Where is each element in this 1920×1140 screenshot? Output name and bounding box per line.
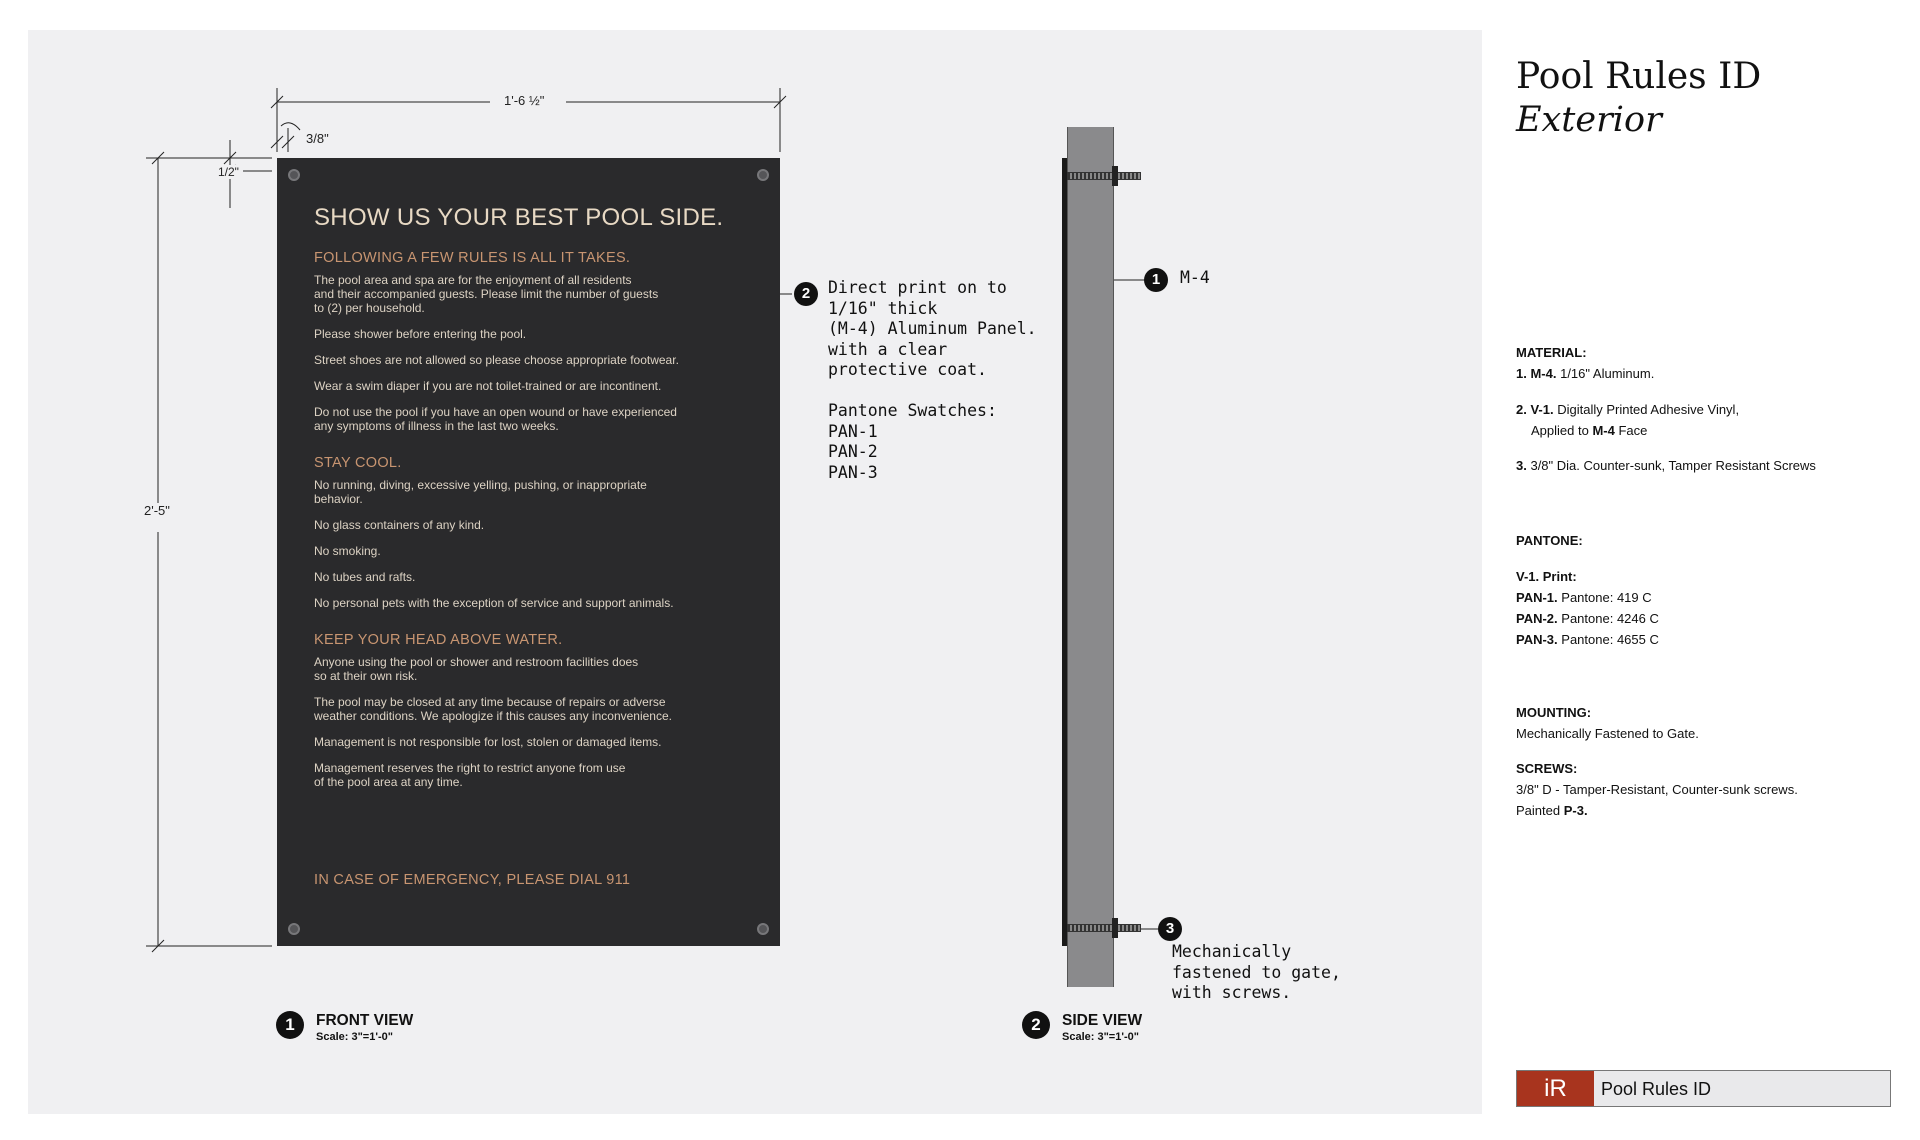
sign-section-title: STAY COOL. xyxy=(314,455,402,471)
sign-rule: Management is not responsible for lost, stolen or damaged items. xyxy=(314,735,662,749)
pantone-item: PAN-1. Pantone: 419 C xyxy=(1516,590,1652,605)
side-view-title: SIDE VIEW xyxy=(1062,1012,1143,1029)
sheet-subtitle: Exterior xyxy=(1516,100,1662,140)
side-panel-profile xyxy=(1062,158,1067,946)
bottom-screw xyxy=(1067,924,1141,932)
callout-print-badge: 2 xyxy=(794,282,818,306)
sign-rule: No glass containers of any kind. xyxy=(314,518,485,532)
callout-material-text: M-4 xyxy=(1180,268,1210,287)
pantone-heading: PANTONE: xyxy=(1516,533,1583,548)
screw-bottom-left xyxy=(288,923,300,935)
screws-heading: SCREWS: xyxy=(1516,761,1578,776)
sign-emergency-notice: IN CASE OF EMERGENCY, PLEASE DIAL 911 xyxy=(314,872,631,888)
sign-section xyxy=(314,455,754,610)
top-screw xyxy=(1067,172,1141,180)
sign-rule: No tubes and rafts. xyxy=(314,570,416,584)
screw-top-right xyxy=(757,169,769,181)
side-view-scale: Scale: 3"=1'-0" xyxy=(1062,1031,1139,1043)
sign-rule: No smoking. xyxy=(314,544,381,558)
side-view-number: 2 xyxy=(1022,1011,1050,1039)
sign-rule: The pool may be closed at any time because of repairs or adverse weather conditions. We apologize if this causes any inconvenience. xyxy=(314,695,672,723)
screw-bottom-right xyxy=(757,923,769,935)
sign-content xyxy=(314,204,754,811)
ir-logo: iR xyxy=(1517,1071,1594,1106)
pantone-spec xyxy=(1516,530,1659,650)
sign-sections xyxy=(314,250,754,789)
pantone-item: PAN-3. Pantone: 4655 C xyxy=(1516,632,1659,647)
pantone-print-heading: V-1. Print: xyxy=(1516,569,1577,584)
screw-top-left xyxy=(288,169,300,181)
front-view-number: 1 xyxy=(276,1011,304,1039)
callout-fastened-text: Mechanically fastened to gate, with screws. xyxy=(1172,942,1341,1002)
material-item-1: 1. M-4. 1/16" Aluminum. xyxy=(1516,366,1655,381)
pool-rules-sign-panel xyxy=(277,158,780,946)
material-item-3: 3. 3/8" Dia. Counter-sunk, Tamper Resistant Screws xyxy=(1516,458,1816,473)
top-screw-head xyxy=(1112,166,1118,186)
sign-rule: No running, diving, excessive yelling, pushing, or inappropriate behavior. xyxy=(314,478,647,506)
sheet-footer xyxy=(1516,1070,1891,1107)
width-dimension-label: 1'-6 ½" xyxy=(500,93,548,108)
sign-rule: Please shower before entering the pool. xyxy=(314,327,527,341)
front-view-scale: Scale: 3"=1'-0" xyxy=(316,1031,393,1043)
sign-rule: No personal pets with the exception of service and support animals. xyxy=(314,596,674,610)
callout-print-text: Direct print on to 1/16" thick (M-4) Aluminum Panel. with a clear protective coat. Pantone Swatches: PAN-1 PAN-2 PAN-3 xyxy=(828,278,1037,482)
material-spec xyxy=(1516,342,1816,476)
mounting-heading: MOUNTING: xyxy=(1516,705,1592,720)
edge-inset-dimension-label: 3/8" xyxy=(302,131,333,146)
callout-fastened-badge: 3 xyxy=(1158,917,1182,941)
footer-label: Pool Rules ID xyxy=(1601,1079,1712,1099)
sign-rule: Wear a swim diaper if you are not toilet-trained or are incontinent. xyxy=(314,379,662,393)
sign-section xyxy=(314,250,754,433)
sheet-title: Pool Rules ID xyxy=(1516,56,1762,97)
mounting-text: Mechanically Fastened to Gate. xyxy=(1516,726,1699,741)
screws-painted: Painted P-3. xyxy=(1516,803,1588,818)
material-item-2-applied: Applied to M-4 Face xyxy=(1531,423,1648,438)
sign-section-title: FOLLOWING A FEW RULES IS ALL IT TAKES. xyxy=(314,250,631,266)
pantone-list xyxy=(1516,587,1659,650)
callout-material-badge: 1 xyxy=(1144,268,1168,292)
sign-rule: Anyone using the pool or shower and restroom facilities does so at their own risk. xyxy=(314,655,639,683)
mounting-spec xyxy=(1516,702,1798,821)
height-dimension-label: 2'-5" xyxy=(140,503,174,518)
screws-text: 3/8" D - Tamper-Resistant, Counter-sunk screws. xyxy=(1516,782,1798,797)
sign-rule: Do not use the pool if you have an open wound or have experienced any symptoms of illness in the last two weeks. xyxy=(314,405,677,433)
bottom-screw-head xyxy=(1112,918,1118,938)
sign-rule: Street shoes are not allowed so please choose appropriate footwear. xyxy=(314,353,679,367)
sign-rule: The pool area and spa are for the enjoyment of all residents and their accompanied guests. Please limit the number of guests to (2) per household. xyxy=(314,273,659,315)
material-item-2: 2. V-1. Digitally Printed Adhesive Vinyl, xyxy=(1516,402,1740,417)
material-heading: MATERIAL: xyxy=(1516,345,1587,360)
sign-section-title: KEEP YOUR HEAD ABOVE WATER. xyxy=(314,632,563,648)
pantone-item: PAN-2. Pantone: 4246 C xyxy=(1516,611,1659,626)
sign-section xyxy=(314,632,754,789)
sign-headline: SHOW US YOUR BEST POOL SIDE. xyxy=(314,204,724,231)
top-inset-dimension-label: 1/2" xyxy=(214,165,243,179)
front-view-title: FRONT VIEW xyxy=(316,1012,414,1029)
gate-post xyxy=(1067,127,1114,987)
sign-rule: Management reserves the right to restrict anyone from use of the pool area at any time. xyxy=(314,761,626,789)
